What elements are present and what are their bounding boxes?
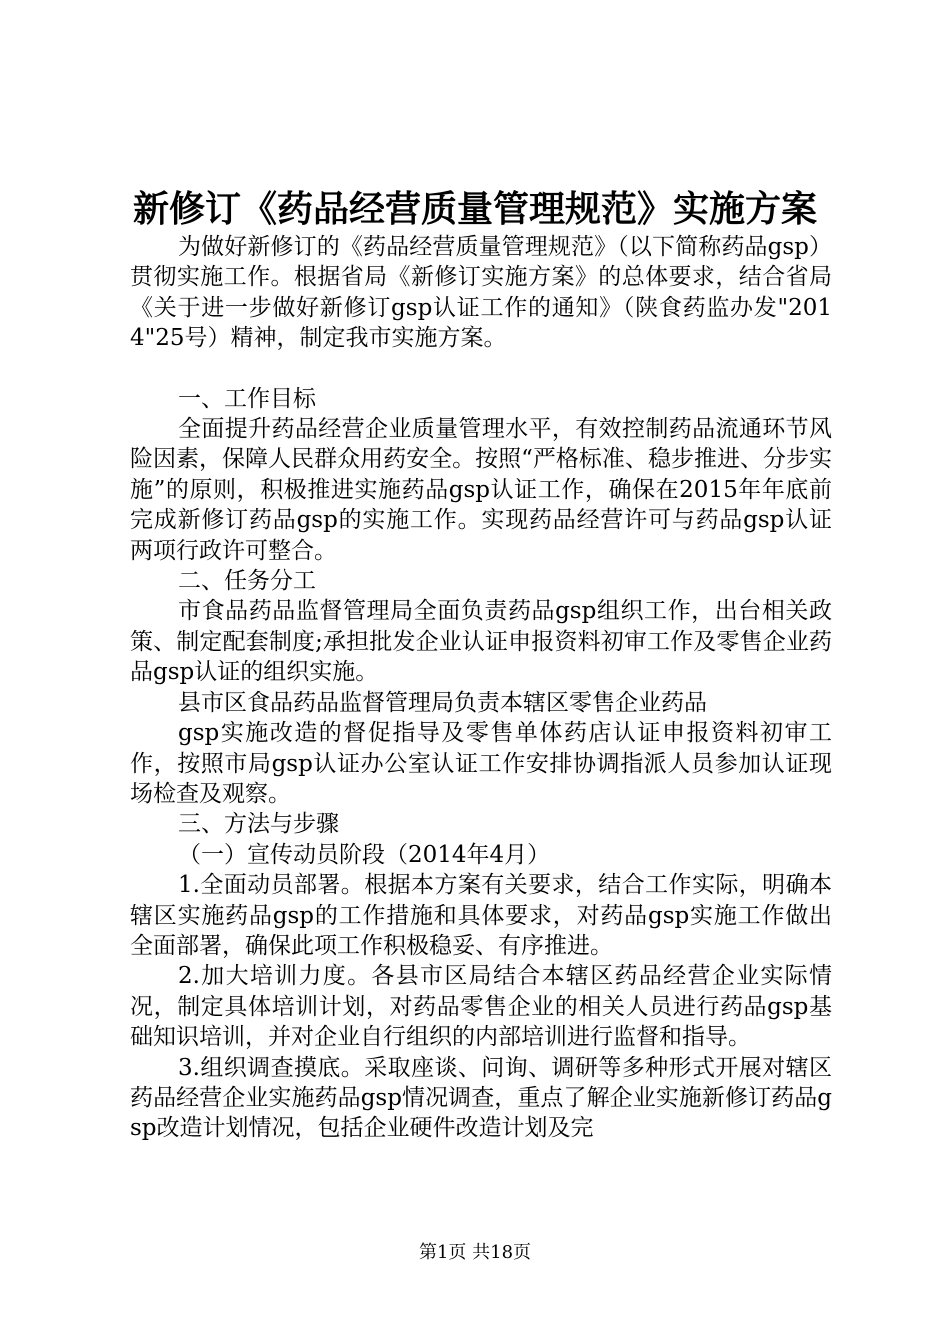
section-heading-2: 二、任务分工 bbox=[178, 568, 316, 595]
section-heading-1: 一、工作目标 bbox=[178, 385, 316, 412]
paragraph-step-3: 3.组织调查摸底。采取座谈、问询、调研等多种形式开展对辖区药品经营企业实施药品gsp情况调查，重点了解企业实施新修订药品gsp改造计划情况，包括企业硬件改造计划及完 bbox=[130, 1054, 832, 1142]
paragraph-county-duty: 县市区食品药品监督管理局负责本辖区零售企业药品 bbox=[178, 689, 707, 716]
paragraph-step-1: 1.全面动员部署。根据本方案有关要求，结合工作实际，明确本辖区实施药品gsp的工作措施和具体要求，对药品gsp实施工作做出全面部署，确保此项工作积极稳妥、有序推进。 bbox=[130, 872, 832, 959]
section-heading-3: 三、方法与步骤 bbox=[178, 811, 339, 838]
paragraph-goals: 全面提升药品经营企业质量管理水平，有效控制药品流通环节风险因素，保障人民群众用药安全。按照“严格标准、稳步推进、分步实施”的原则，积极推进实施药品gsp认证工作，确保在2015年年底前完成新修订药品gsp的实施工作。实现药品经营许可与药品gsp认证两项行政许可整合。 bbox=[130, 416, 832, 564]
paragraph-county-duty-cont: gsp实施改造的督促指导及零售单体药店认证申报资料初审工作，按照市局gsp认证办公室认证工作安排协调指派人员参加认证现场检查及观察。 bbox=[130, 720, 832, 807]
document-title: 新修订《药品经营质量管理规范》实施方案 bbox=[132, 188, 817, 230]
page-footer: 第1页 共18页 bbox=[418, 1242, 532, 1263]
document-body bbox=[130, 232, 832, 1144]
subsection-heading-1: （一）宣传动员阶段（2014年4月） bbox=[178, 841, 551, 868]
intro-paragraph: 为做好新修订的《药品经营质量管理规范》（以下简称药品gsp）贯彻实施工作。根据省局《新修订实施方案》的总体要求，结合省局《关于进一步做好新修订gsp认证工作的通知》（陕食药监办发"2014"25号）精神，制定我市实施方案。 bbox=[130, 234, 832, 352]
paragraph-city-duty: 市食品药品监督管理局全面负责药品gsp组织工作，出台相关政策、制定配套制度;承担批发企业认证申报资料初审工作及零售企业药品gsp认证的组织实施。 bbox=[130, 598, 832, 686]
paragraph-step-2: 2.加大培训力度。各县市区局结合本辖区药品经营企业实际情况，制定具体培训计划，对药品零售企业的相关人员进行药品gsp基础知识培训，并对企业自行组织的内部培训进行监督和指导。 bbox=[130, 963, 832, 1051]
